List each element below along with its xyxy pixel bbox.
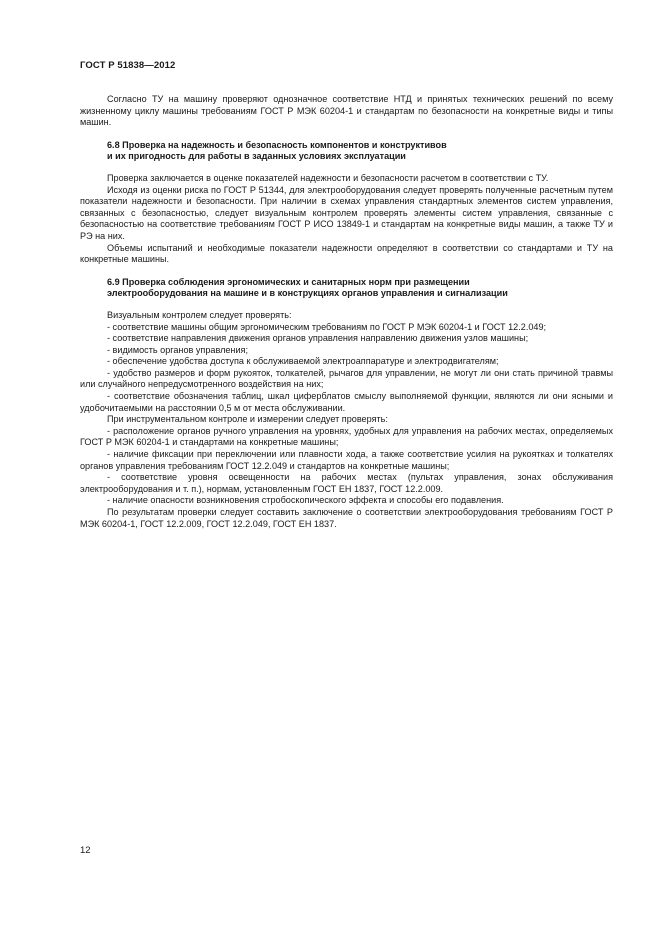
page-number: 12 xyxy=(80,845,91,856)
section-6-9-title-line-1: 6.9 Проверка соблюдения эргономических и санитарных норм при размещении xyxy=(107,276,470,287)
list-item-placement: - расположение органов ручного управления на уровнях, удобных для управления на рабочих местах, определяемых ГОСТ Р МЭК 60204-1 и стандартами на конкретные машины; xyxy=(80,425,613,448)
list-item-dials: - соответствие обозначения таблиц, шкал циферблатов смыслу выполняемой функции, являются ли они ясными и удобочитаемыми на расстоянии 0,5 м от места обслуживании. xyxy=(80,391,613,413)
section-6-8-title-line-2: и их пригодность для работы в заданных условиях эксплуатации xyxy=(107,151,406,162)
page-body xyxy=(80,94,613,530)
paragraph-check-calc: Проверка заключается в оценке показателей надежности и безопасности расчетом в соответствии с ТУ. xyxy=(107,172,549,183)
list-item-ergonomic: - соответствие машины общим эргономическим требованиям по ГОСТ Р МЭК 60204-1 и ГОСТ 12.2.049; xyxy=(107,321,547,332)
paragraph-tu-compliance: Согласно ТУ на машину проверяют однозначное соответствие НТД и принятых технических решений по всему жизненному циклу машины требованиям ГОСТ Р МЭК 60204-1 и стандартам по безопасности на конкретные виды и типы машин. xyxy=(80,94,613,128)
list-item-stroboscopic: - наличие опасности возникновения стробоскопического эффекта и способы его подавления. xyxy=(107,495,504,506)
list-item-handles: - удобство размеров и форм рукояток, толкателей, рычагов для управлении, не могут ли они стать причиной травмы или случайного непредусмотренного воздействия на них; xyxy=(80,367,613,390)
list-item-fixation: - наличие фиксации при переключении или плавности хода, а также соответствие усилия на рукоятках и толкателях органов управления требованиям ГОСТ 12.2.049 и стандартов на конкретные машины; xyxy=(80,449,613,471)
document-header: ГОСТ Р 51838—2012 xyxy=(80,60,176,71)
paragraph-test-volumes: Объемы испытаний и необходимые показатели надежности определяют в соответствии со стандартами и ТУ на конкретные машины. xyxy=(80,242,613,265)
list-item-access: - обеспечение удобства доступа к обслуживаемой электроаппаратуре и электродвигателям; xyxy=(107,356,499,367)
paragraph-visual-intro: Визуальным контролем следует проверять: xyxy=(107,309,292,320)
paragraph-instrumental-intro: При инструментальном контроле и измерении следует проверять: xyxy=(107,414,388,425)
section-6-9-title-line-2: электрооборудования на машине и в конструкциях органов управления и сигнализации xyxy=(107,288,508,299)
section-6-8-title-line-1: 6.8 Проверка на надежность и безопасность компонентов и конструктивов xyxy=(107,139,447,150)
list-item-lighting: - соответствие уровня освещенности на рабочих местах (пультах управления, зонах обслуживания электрооборудования и т. п.), нормам, установленным ГОСТ ЕН 1837, ГОСТ 12.2.009. xyxy=(80,472,613,494)
list-item-direction: - соответствие направления движения органов управления направлению движения узлов машины; xyxy=(107,333,529,344)
paragraph-conclusion: По результатам проверки следует составить заключение о соответствии электрооборудования требованиям ГОСТ Р МЭК 60204-1, ГОСТ 12.2.009, ГОСТ 12.2.049, ГОСТ ЕН 1837. xyxy=(80,507,613,529)
paragraph-risk-assessment: Исходя из оценки риска по ГОСТ Р 51344, для электрооборудования следует проверять полученные расчетным путем показатели надежности и безопасности. При наличии в схемах управления стандартных элементов систем управления, связанных с безопасностью, следует визуальным контролем проверять элементы систем управления, связанные с безопасностью на соответствие требованиям ГОСТ Р ИСО 13849-1 и стандартам на конкретные виды машин, а также ТУ и РЭ на них. xyxy=(80,184,613,241)
list-item-visibility: - видимость органов управления; xyxy=(107,344,248,355)
